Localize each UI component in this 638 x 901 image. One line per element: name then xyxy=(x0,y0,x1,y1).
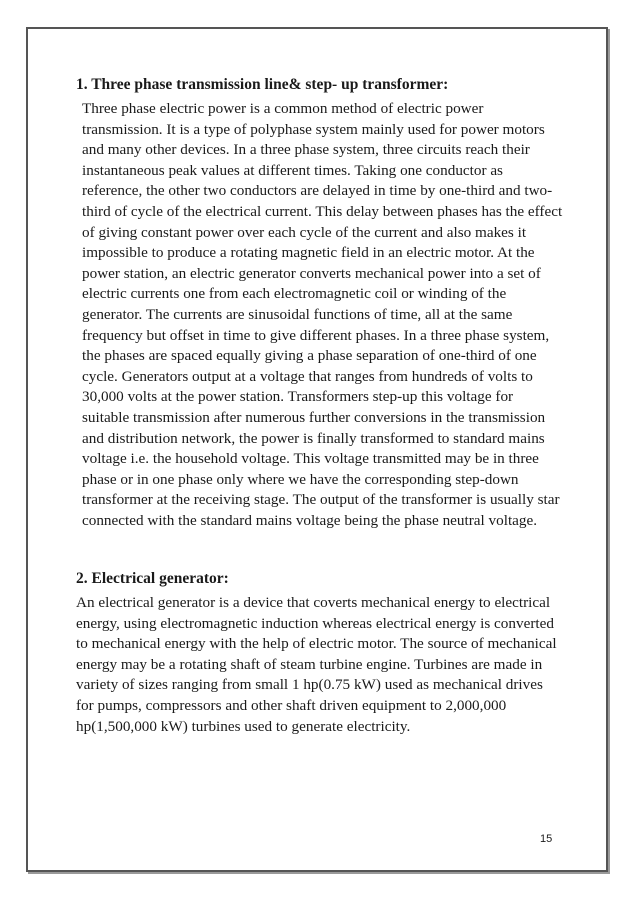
text-line: energy, using electromagnetic induction whereas electrical energy is converted xyxy=(76,614,554,632)
text-line: and distribution network, the power is finally transformed to standard mains xyxy=(82,429,545,447)
section-body xyxy=(76,593,556,737)
text-line: voltage i.e. the household voltage. This voltage transmitted may be in three xyxy=(82,450,539,468)
text-line: 30,000 volts at the power station. Transformers step-up this voltage for xyxy=(82,388,514,406)
section-three-phase-transmission xyxy=(76,75,563,531)
text-line: Three phase electric power is a common method of electric power xyxy=(82,100,484,117)
text-line: for pumps, compressors and other shaft driven equipment to 2,000,000 xyxy=(76,696,507,714)
text-line: connected with the standard mains voltage being the phase neutral voltage. xyxy=(82,511,538,529)
text-line: to mechanical energy with the help of electric motor. The source of mechanical xyxy=(76,635,557,653)
text-line: instantaneous peak values at different times. Taking one conductor as xyxy=(82,161,503,179)
text-line: hp(1,500,000 kW) turbines used to generate electricity. xyxy=(76,717,411,735)
text-line: of giving constant power over each cycle of the current and also makes it xyxy=(82,223,527,241)
text-line: reference, the other two conductors are delayed in time by one-third and two- xyxy=(82,182,553,200)
text-line: transmission. It is a type of polyphase system mainly used for power motors xyxy=(82,120,545,138)
text-line: power station, an electric generator converts mechanical power into a set of xyxy=(82,264,541,282)
text-line: and many other devices. In a three phase system, three circuits reach their xyxy=(82,141,530,159)
text-line: An electrical generator is a device that coverts mechanical energy to electrical xyxy=(76,594,551,611)
text-line: variety of sizes ranging from small 1 hp(0.75 kW) used as mechanical drives xyxy=(76,676,543,694)
text-line: third of cycle of the electrical current. This delay between phases has the effect xyxy=(82,202,563,220)
text-line: energy may be a rotating shaft of steam turbine engine. Turbines are made in xyxy=(76,655,543,673)
page-number: 15 xyxy=(540,833,553,845)
text-line: electric currents one from each electromagnetic coil or winding of the xyxy=(82,285,507,303)
text-line: impossible to produce a rotating magnetic field in an electric motor. At the xyxy=(82,244,535,262)
text-line: generator. The currents are sinusoidal functions of time, all at the same xyxy=(82,305,513,323)
section-heading: 2. Electrical generator: xyxy=(76,570,229,587)
text-line: frequency but offset in time to give different phases. In a three phase system, xyxy=(82,326,550,344)
text-line: the phases are spaced equally giving a phase separation of one-third of one xyxy=(82,347,537,365)
text-line: cycle. Generators output at a voltage that ranges from hundreds of volts to xyxy=(82,367,533,385)
text-line: transformer at the receiving stage. The output of the transformer is usually star xyxy=(82,491,560,509)
section-electrical-generator xyxy=(76,569,556,737)
text-line: suitable transmission after numerous further conversions in the transmission xyxy=(82,408,546,426)
text-line: phase or in one phase only where we have the corresponding step-down xyxy=(82,470,519,488)
section-heading: 1. Three phase transmission line& step- up transformer: xyxy=(76,76,449,93)
section-body xyxy=(76,99,563,531)
